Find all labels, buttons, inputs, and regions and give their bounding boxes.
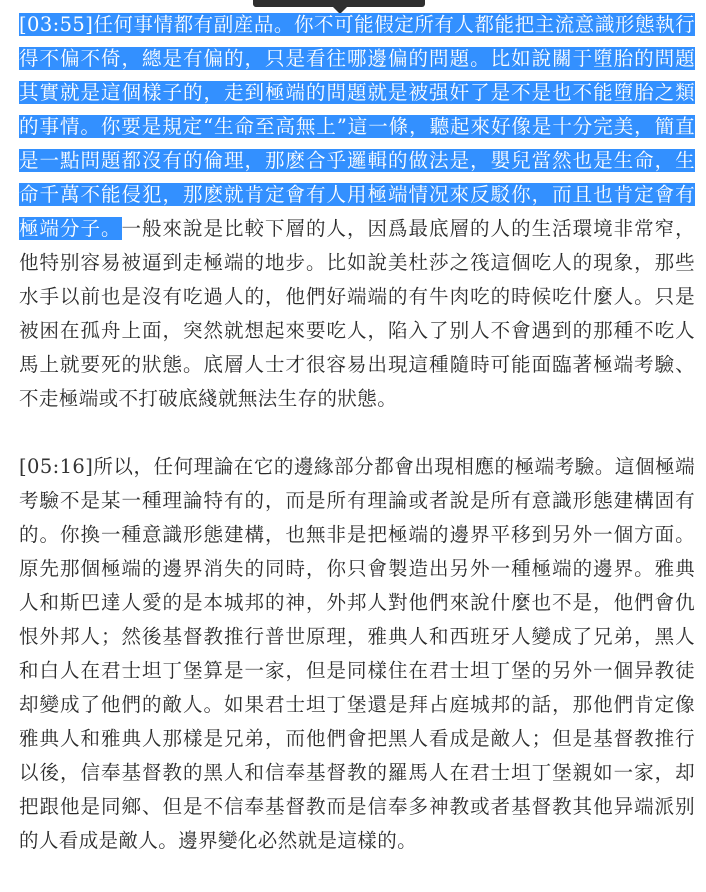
paragraph-text: 一般來說是比較下層的人，因爲最底層的人的生活環境非常窄，他特别容易被逼到走極端的地步。比如說美杜莎之筏這個吃人的現象，那些水手以前也是沒有吃過人的，他們好端端的有牛肉吃的時候吃什麼人。只是被困在孤舟上面，突然就想起來要吃人，陷入了别人不會遇到的那種不吃人馬上就要死的狀態。底層人士才很容易出現這種隨時可能面臨著極端考驗、不走極端或不打破底綫就無法生存的狀態。	[19, 217, 695, 410]
transcript-paragraph-1	[19, 8, 695, 416]
timestamp-link[interactable]: [03:55]	[19, 13, 94, 36]
transcript-article	[19, 8, 695, 892]
paragraph-text: 所以，任何理論在它的邊緣部分都會出現相應的極端考驗。這個極端考驗不是某一種理論特有的，而是所有理論或者說是所有意識形態建構固有的。你換一種意識形態建構，也無非是把極端的邊界平移到另外一個方面。原先那個極端的邊界消失的同時，你只會製造出另外一種極端的邊界。雅典人和斯巴達人愛的是本城邦的神，外邦人對他們來說什麼也不是，他們會仇恨外邦人；然後基督教推行普世原理，雅典人和西班牙人變成了兄弟，黑人和白人在君士坦丁堡算是一家，但是同樣住在君士坦丁堡的另外一個异教徒却變成了他們的敵人。如果君士坦丁堡還是拜占庭城邦的話，那他們肯定像雅典人和雅典人那樣是兄弟，而他們會把黑人看成是敵人；但是基督教推行以後，信奉基督教的黑人和信奉基督教的羅馬人在君士坦丁堡親如一家，却把跟他是同鄉、但是不信奉基督教而是信奉多神教或者基督教其他异端派别的人看成是敵人。邊界變化必然就是這樣的。	[19, 455, 695, 852]
selection-tooltip[interactable]	[253, 0, 425, 7]
transcript-paragraph-2	[19, 450, 695, 858]
timestamp-link[interactable]: [05:16]	[19, 455, 94, 478]
selected-text[interactable]: 任何事情都有副産品。你不可能假定所有人都能把主流意識形態執行得不偏不倚，總是有偏的，只是看往哪邊偏的問題。比如說關于墮胎的問題其實就是這個樣子的，走到極端的問題就是被强奸了是不是也不能墮胎之類的事情。你要是規定“生命至高無上”這一條，聽起來好像是十分完美，簡直是一點問題都沒有的倫理，那麽合乎邏輯的做法是，嬰兒當然也是生命，生命千萬不能侵犯，那麽就肯定會有人用極端情况來反駁你，而且也肯定會有極端分子。	[19, 13, 695, 240]
